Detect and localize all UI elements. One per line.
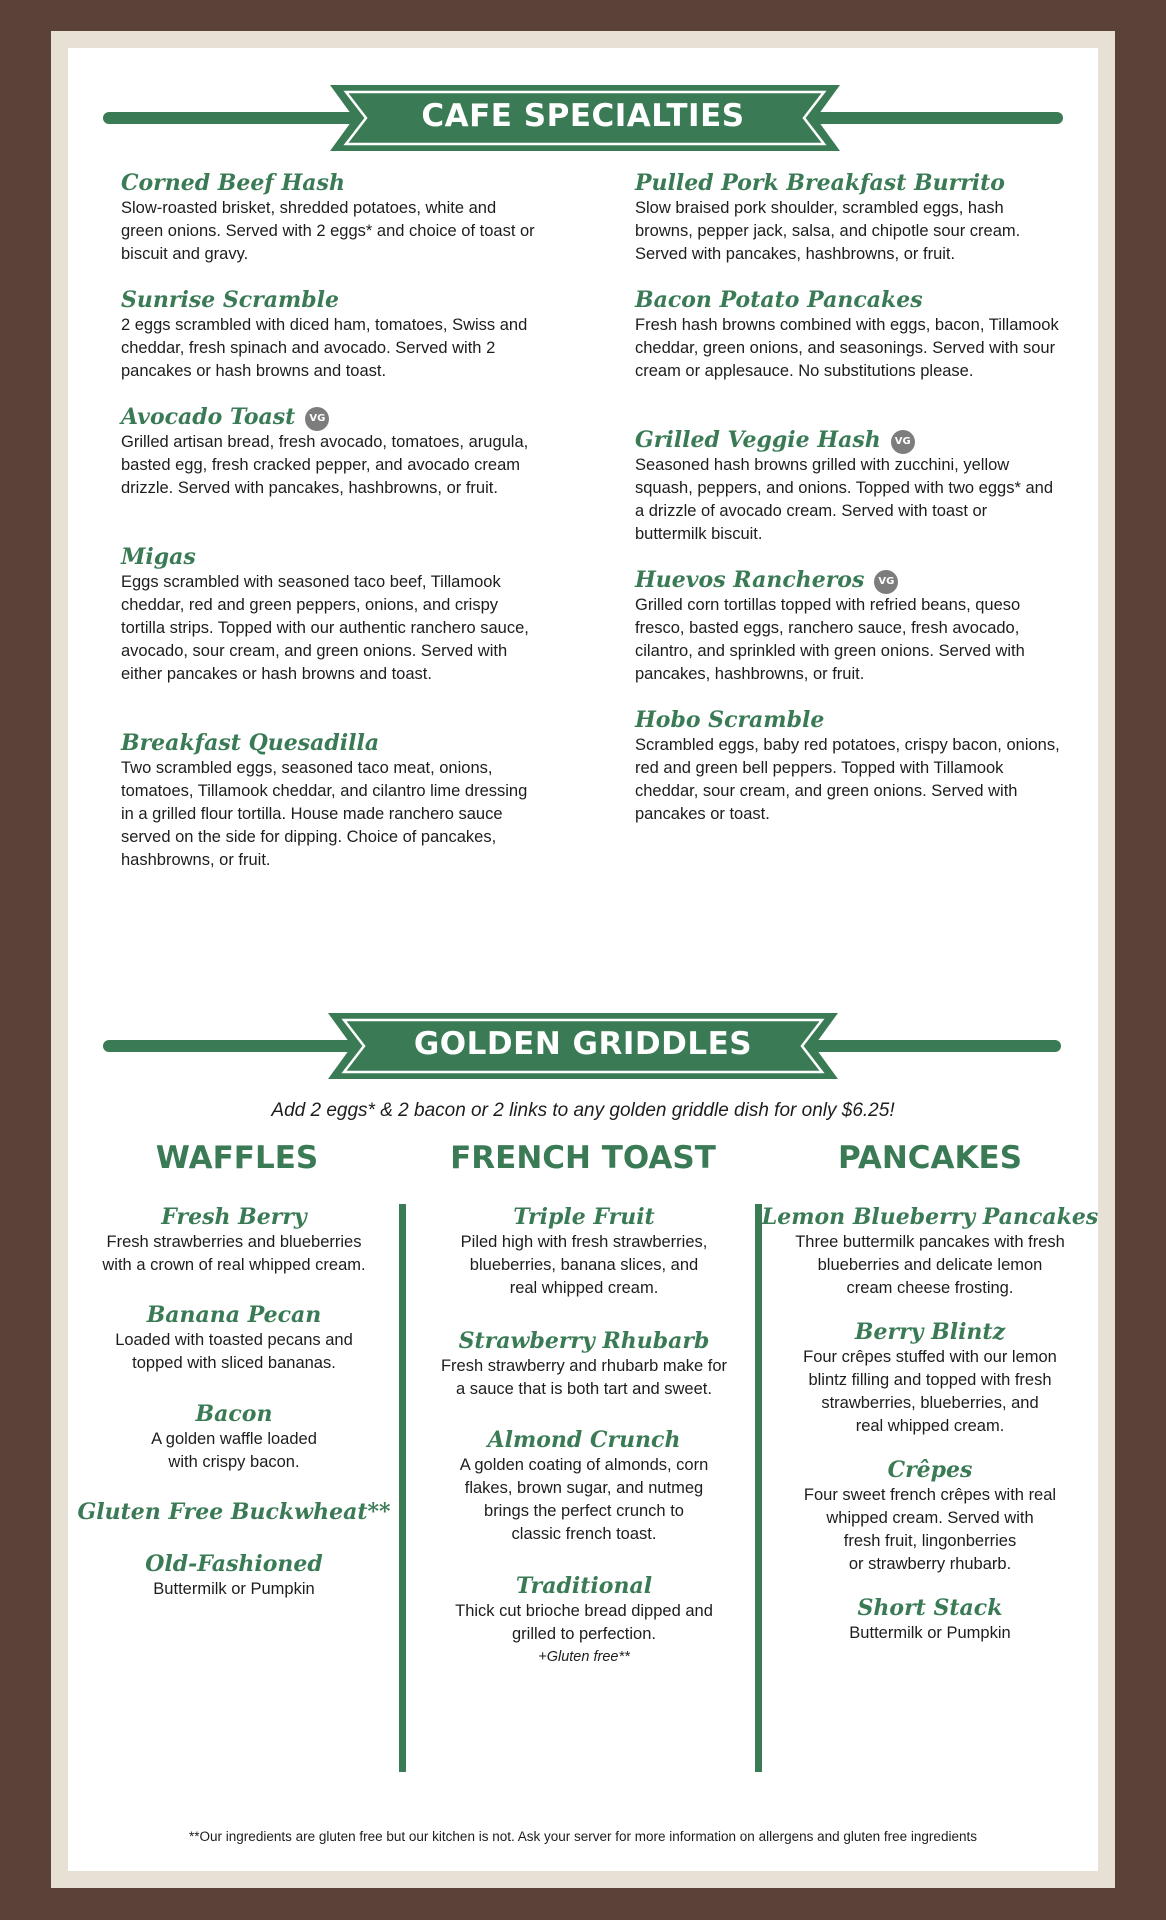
item-description: blintz filling and topped with fresh — [808, 1371, 1052, 1389]
item-description: brings the perfect crunch to — [484, 1502, 684, 1520]
item-description: or strawberry rhubarb. — [848, 1555, 1012, 1573]
item-description: topped with sliced bananas. — [132, 1354, 336, 1372]
item-name: Almond Crunch — [487, 1427, 681, 1453]
menu-item-huevos-rancheros — [635, 566, 1060, 686]
item-name: Triple Fruit — [513, 1204, 655, 1230]
gluten-free-note: +Gluten free** — [538, 1649, 630, 1665]
allergen-footnote: **Our ingredients are gluten free but our kitchen is not. Ask your server for more information on allergens and gluten free ingredients — [189, 1829, 977, 1844]
item-name: Sunrise Scramble — [121, 287, 340, 313]
item-description: Four sweet french crêpes with real — [803, 1486, 1057, 1504]
item-name: Crêpes — [887, 1457, 973, 1483]
item-description: Seasoned hash browns grilled with zucchini, yellow squash, peppers, and onions. Topped with two eggs* and a drizzle of avocado cream. Served with toast or buttermilk biscuit. — [635, 456, 1053, 543]
menu-item-breakfast-quesadilla — [121, 729, 541, 872]
item-name: Old-Fashioned — [145, 1551, 323, 1577]
menu-item-avocado-toast — [121, 403, 541, 500]
waffle-gluten-free-buckwheat — [64, 1498, 404, 1526]
french-toast-traditional — [414, 1572, 754, 1668]
french-toast-almond-crunch — [414, 1426, 754, 1546]
item-name: Banana Pecan — [146, 1302, 322, 1328]
item-description: Three buttermilk pancakes with fresh — [795, 1233, 1065, 1251]
item-name-row — [635, 426, 1060, 454]
pancakes-short-stack — [760, 1594, 1100, 1645]
item-description: Fresh strawberries and blueberries — [106, 1233, 362, 1251]
menu-item-grilled-veggie-hash — [635, 426, 1060, 546]
waffle-bacon — [64, 1400, 404, 1474]
pancakes-heading: PANCAKES — [837, 1140, 1023, 1176]
french-toast-triple-fruit — [414, 1203, 754, 1300]
menu-item-sunrise-scramble — [121, 286, 541, 383]
item-description: Grilled artisan bread, fresh avocado, tomatoes, arugula, basted egg, fresh cracked pepper, and avocado cream drizzle. Served with pancakes, hashbrowns, or fruit. — [121, 433, 529, 497]
item-description: a sauce that is both tart and sweet. — [456, 1380, 712, 1398]
vegetarian-badge-icon: VG — [891, 430, 915, 454]
waffle-old-fashioned — [64, 1550, 404, 1601]
item-name: Pulled Pork Breakfast Burrito — [635, 170, 1005, 196]
item-description: fresh fruit, lingonberries — [843, 1532, 1017, 1550]
item-description: real whipped cream. — [509, 1279, 659, 1297]
item-name: Huevos Rancheros — [635, 567, 865, 593]
waffles-heading: WAFFLES — [155, 1140, 319, 1176]
item-description: Buttermilk or Pumpkin — [153, 1580, 315, 1598]
vegetarian-badge-icon: VG — [305, 407, 329, 431]
cafe-specialties-banner — [0, 78, 1166, 158]
item-description: whipped cream. Served with — [826, 1509, 1034, 1527]
item-name: Lemon Blueberry Pancakes — [761, 1204, 1099, 1230]
golden-griddles-banner — [0, 1006, 1166, 1086]
item-description: Piled high with fresh strawberries, — [460, 1233, 708, 1251]
item-name: Short Stack — [857, 1595, 1003, 1621]
item-name: Bacon Potato Pancakes — [635, 287, 923, 313]
item-name: Strawberry Rhubarb — [458, 1328, 710, 1354]
item-description: cream cheese frosting. — [846, 1279, 1014, 1297]
waffle-banana-pecan — [64, 1301, 404, 1375]
section-title: GOLDEN GRIDDLES — [413, 1026, 753, 1062]
waffle-fresh-berry — [64, 1203, 404, 1277]
item-name: Berry Blintz — [854, 1319, 1006, 1345]
item-description: Fresh strawberry and rhubarb make for — [440, 1357, 728, 1375]
item-description: Eggs scrambled with seasoned taco beef, Tillamook cheddar, red and green peppers, onions, and crispy tortilla strips. Topped with our authentic ranchero sauce, avocado, sour cream, and green onions. Served with either pancakes or hash browns and toast. — [121, 573, 529, 683]
item-name: Traditional — [515, 1573, 653, 1599]
french-toast-strawberry-rhubarb — [414, 1327, 754, 1401]
item-name-row — [121, 403, 541, 431]
menu-item-migas — [121, 543, 541, 686]
promo-text: Add 2 eggs* & 2 bacon or 2 links to any golden griddle dish for only $6.25! — [271, 1100, 895, 1121]
item-description: 2 eggs scrambled with diced ham, tomatoes, Swiss and cheddar, fresh spinach and avocado. Served with 2 pancakes or hash browns and toast. — [121, 316, 528, 380]
pancakes-crepes — [760, 1456, 1100, 1576]
item-name: Avocado Toast — [121, 404, 296, 430]
menu-item-bacon-potato-pancakes — [635, 286, 1060, 383]
item-description: strawberries, blueberries, and — [821, 1394, 1039, 1412]
item-name: Bacon — [195, 1401, 273, 1427]
item-name: Corned Beef Hash — [121, 170, 345, 196]
menu-item-hobo-scramble — [635, 706, 1060, 826]
item-description: Loaded with toasted pecans and — [115, 1331, 353, 1349]
item-description: Thick cut brioche bread dipped and — [455, 1602, 713, 1620]
item-description: Two scrambled eggs, seasoned taco meat, onions, tomatoes, Tillamook cheddar, and cilantro lime dressing in a grilled flour tortilla. House made ranchero sauce served on the side for dipping. Choice of pancakes, hashbrowns, or fruit. — [121, 759, 528, 869]
item-description: A golden coating of almonds, corn — [459, 1456, 709, 1474]
item-description: Scrambled eggs, baby red potatoes, crispy bacon, onions, red and green bell peppers. Topped with Tillamook cheddar, sour cream, and green onions. Served with pancakes or toast. — [635, 736, 1060, 823]
item-description: Buttermilk or Pumpkin — [849, 1624, 1011, 1642]
item-description: Grilled corn tortillas topped with refried beans, queso fresco, basted eggs, ranchero sauce, fresh avocado, cilantro, and sprinkled with green onions. Served with pancakes, hashbrowns, or fruit. — [635, 596, 1025, 683]
item-name: Breakfast Quesadilla — [121, 730, 380, 756]
pancakes-berry-blintz — [760, 1318, 1100, 1438]
item-name: Hobo Scramble — [635, 707, 825, 733]
pancakes-lemon-blueberry — [760, 1203, 1100, 1300]
item-description: flakes, brown sugar, and nutmeg — [464, 1479, 704, 1497]
item-name: Migas — [121, 544, 196, 570]
item-description: blueberries and delicate lemon — [817, 1256, 1043, 1274]
item-description: blueberries, banana slices, and — [469, 1256, 699, 1274]
item-description: grilled to perfection. — [512, 1625, 656, 1643]
french-toast-heading: FRENCH TOAST — [450, 1140, 716, 1176]
item-description: with crispy bacon. — [168, 1453, 300, 1471]
item-name-row — [635, 566, 1060, 594]
item-name: Fresh Berry — [161, 1204, 307, 1230]
item-description: classic french toast. — [511, 1525, 657, 1543]
column-divider — [399, 1204, 406, 1772]
item-description: Slow-roasted brisket, shredded potatoes, white and green onions. Served with 2 eggs* and choice of toast or biscuit and gravy. — [121, 199, 535, 263]
item-description: Fresh hash browns combined with eggs, bacon, Tillamook cheddar, green onions, and seasonings. Served with sour cream or applesauce. No substitutions please. — [635, 316, 1059, 380]
item-description: Four crêpes stuffed with our lemon — [803, 1348, 1057, 1366]
item-description: with a crown of real whipped cream. — [102, 1256, 366, 1274]
item-description: real whipped cream. — [855, 1417, 1005, 1435]
section-title: CAFE SPECIALTIES — [421, 98, 745, 134]
menu-item-corned-beef-hash — [121, 169, 541, 266]
item-name: Grilled Veggie Hash — [635, 427, 881, 453]
item-description: Slow braised pork shoulder, scrambled eggs, hash browns, pepper jack, salsa, and chipotle sour cream. Served with pancakes, hashbrowns, or fruit. — [635, 199, 1021, 263]
item-description: A golden waffle loaded — [151, 1430, 317, 1448]
menu-item-pulled-pork-burrito — [635, 169, 1060, 266]
item-name: Gluten Free Buckwheat** — [77, 1499, 391, 1525]
vegetarian-badge-icon: VG — [874, 570, 898, 594]
